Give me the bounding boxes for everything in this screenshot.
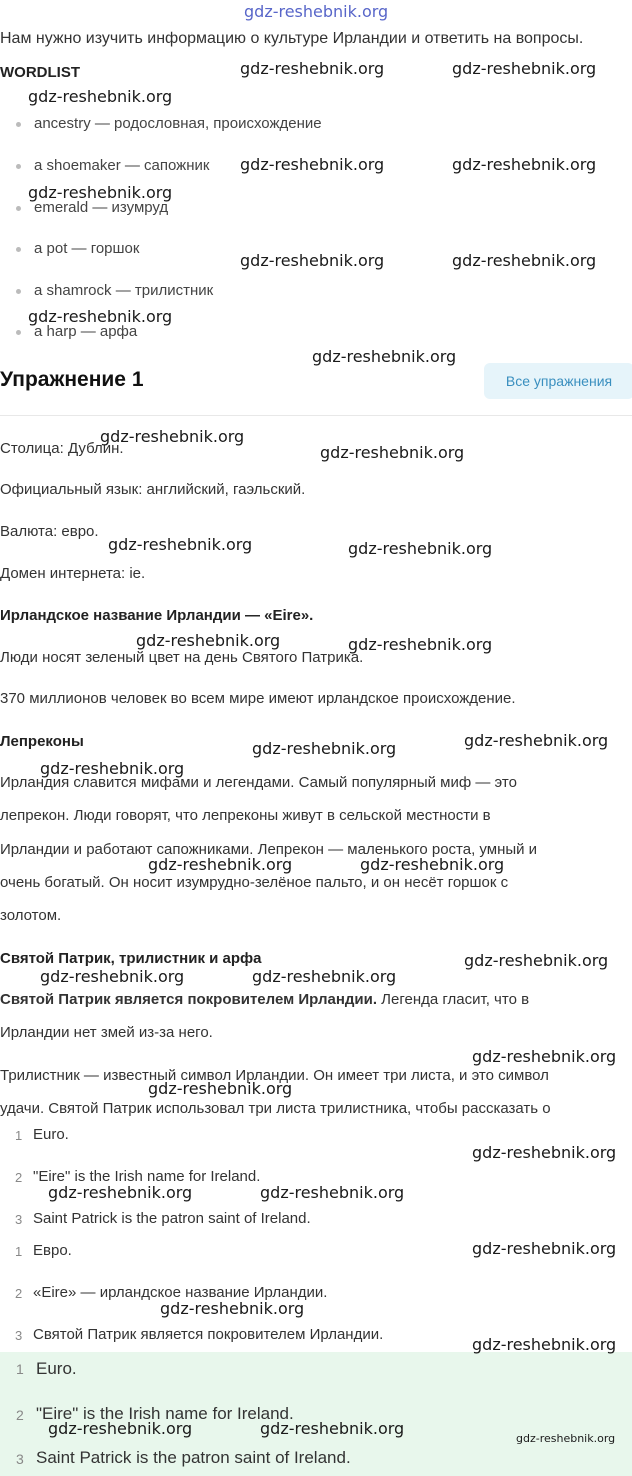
watermark: gdz-reshebnik.org bbox=[28, 87, 173, 106]
watermark-top: gdz-reshebnik.org bbox=[244, 2, 389, 21]
watermark: gdz-reshebnik.org bbox=[464, 731, 609, 750]
watermark: gdz-reshebnik.org bbox=[108, 535, 253, 554]
watermark: gdz-reshebnik.org bbox=[148, 855, 293, 874]
leprechauns-line: Ирландии и работают сапожниками. Лепрекон — маленького роста, умный и bbox=[0, 841, 538, 858]
leprechauns-line: Ирландия славится мифами и легендами. Самый популярный миф — это bbox=[0, 774, 517, 791]
answer-number: 2 bbox=[16, 1407, 24, 1423]
fact-line: Столица: Дублин. bbox=[0, 440, 124, 457]
all-exercises-button[interactable]: Все упражнения bbox=[484, 363, 632, 399]
ancestry-stat-text: 370 миллионов человек во всем мире имеют ирландское происхождение. bbox=[0, 690, 516, 707]
wordlist-item: a pot — горшок bbox=[16, 240, 139, 257]
watermark: gdz-reshebnik.org bbox=[360, 855, 505, 874]
watermark: gdz-reshebnik.org bbox=[452, 59, 597, 78]
answer-number: 2 bbox=[15, 1170, 23, 1185]
bullet-icon bbox=[16, 330, 21, 335]
watermark: gdz-reshebnik.org bbox=[40, 967, 185, 986]
watermark: gdz-reshebnik.org bbox=[452, 251, 597, 270]
fact-line: Официальный язык: английский, гаэльский. bbox=[0, 481, 306, 498]
watermark: gdz-reshebnik.org bbox=[260, 1419, 405, 1438]
answer-text: Евро. bbox=[33, 1242, 72, 1259]
watermark: gdz-reshebnik.org bbox=[252, 739, 397, 758]
bullet-icon bbox=[16, 289, 21, 294]
watermark: gdz-reshebnik.org bbox=[160, 1299, 305, 1318]
leprechauns-line: очень богатый. Он носит изумрудно-зелёное пальто, и он несёт горшок с bbox=[0, 874, 509, 891]
answer-number: 3 bbox=[16, 1451, 24, 1467]
answer-text: «Eire» — ирландское название Ирландии. bbox=[33, 1284, 328, 1301]
answer-number: 1 bbox=[15, 1128, 23, 1143]
shamrock-line: Трилистник — известный символ Ирландии. Он имеет три листа, и это символ bbox=[0, 1067, 549, 1084]
watermark: gdz-reshebnik.org bbox=[464, 951, 609, 970]
watermark: gdz-reshebnik.org bbox=[148, 1079, 293, 1098]
watermark: gdz-reshebnik.org bbox=[348, 635, 493, 654]
divider bbox=[0, 415, 632, 416]
watermark: gdz-reshebnik.org bbox=[48, 1183, 193, 1202]
watermark: gdz-reshebnik.org bbox=[136, 631, 281, 650]
wordlist-item: emerald — изумруд bbox=[16, 199, 168, 216]
answer-text: Euro. bbox=[36, 1359, 77, 1378]
bullet-icon bbox=[16, 164, 21, 169]
leprechauns-line: золотом. bbox=[0, 907, 62, 924]
watermark: gdz-reshebnik.org bbox=[516, 1432, 616, 1445]
wordlist-item: a shamrock — трилистник bbox=[16, 282, 213, 299]
answer-number: 1 bbox=[16, 1361, 24, 1377]
watermark: gdz-reshebnik.org bbox=[472, 1239, 617, 1258]
bullet-icon bbox=[16, 122, 21, 127]
wordlist-title: WORDLIST bbox=[0, 64, 80, 81]
watermark: gdz-reshebnik.org bbox=[240, 251, 385, 270]
patrick-line: Святой Патрик является покровителем Ирландии. Легенда гласит, что в bbox=[0, 991, 530, 1008]
watermark: gdz-reshebnik.org bbox=[320, 443, 465, 462]
watermark: gdz-reshebnik.org bbox=[348, 539, 493, 558]
bullet-icon bbox=[16, 247, 21, 252]
answer-text: Святой Патрик является покровителем Ирландии. bbox=[33, 1326, 384, 1343]
answer-text: Saint Patrick is the patron saint of Ireland. bbox=[36, 1448, 351, 1467]
answer-text: Saint Patrick is the patron saint of Ireland. bbox=[33, 1210, 311, 1227]
watermark: gdz-reshebnik.org bbox=[48, 1419, 193, 1438]
green-day-text: Люди носят зеленый цвет на день Святого Патрика. bbox=[0, 649, 364, 666]
answer-number: 2 bbox=[15, 1286, 23, 1301]
answer-number: 3 bbox=[15, 1328, 23, 1343]
watermark: gdz-reshebnik.org bbox=[28, 183, 173, 202]
watermark: gdz-reshebnik.org bbox=[472, 1335, 617, 1354]
answer-text: "Eire" is the Irish name for Ireland. bbox=[33, 1168, 261, 1185]
watermark: gdz-reshebnik.org bbox=[252, 967, 397, 986]
watermark: gdz-reshebnik.org bbox=[260, 1183, 405, 1202]
exercise-title: Упражнение 1 bbox=[0, 368, 144, 391]
watermark: gdz-reshebnik.org bbox=[240, 59, 385, 78]
watermark: gdz-reshebnik.org bbox=[100, 427, 245, 446]
shamrock-line: удачи. Святой Патрик использовал три листа трилистника, чтобы рассказать о bbox=[0, 1100, 551, 1117]
answer-number: 1 bbox=[15, 1244, 23, 1259]
patrick-line: Ирландии нет змей из-за него. bbox=[0, 1024, 213, 1041]
watermark: gdz-reshebnik.org bbox=[240, 155, 385, 174]
watermark: gdz-reshebnik.org bbox=[472, 1143, 617, 1162]
fact-line: Домен интернета: ie. bbox=[0, 565, 146, 582]
patrick-bold-text: Святой Патрик является покровителем Ирландии. bbox=[0, 991, 378, 1008]
wordlist-item: a shoemaker — сапожник bbox=[16, 157, 209, 174]
watermark: gdz-reshebnik.org bbox=[28, 307, 173, 326]
irish-name-heading: Ирландское название Ирландии — «Eire». bbox=[0, 607, 314, 624]
bullet-icon bbox=[16, 206, 21, 211]
watermark: gdz-reshebnik.org bbox=[472, 1047, 617, 1066]
watermark: gdz-reshebnik.org bbox=[40, 759, 185, 778]
answer-text: "Eire" is the Irish name for Ireland. bbox=[36, 1404, 294, 1423]
watermark: gdz-reshebnik.org bbox=[452, 155, 597, 174]
wordlist-item: a harp — арфа bbox=[16, 323, 137, 340]
leprechauns-line: лепрекон. Люди говорят, что лепреконы живут в сельской местности в bbox=[0, 807, 491, 824]
answers-panel-highlighted bbox=[0, 1352, 632, 1476]
answer-number: 3 bbox=[15, 1212, 23, 1227]
watermark: gdz-reshebnik.org bbox=[312, 347, 457, 366]
wordlist-item: ancestry — родословная, происхождение bbox=[16, 115, 322, 132]
patrick-heading: Святой Патрик, трилистник и арфа bbox=[0, 950, 262, 967]
answer-text: Euro. bbox=[33, 1126, 69, 1143]
fact-line: Валюта: евро. bbox=[0, 523, 99, 540]
intro-text: Нам нужно изучить информацию о культуре Ирландии и ответить на вопросы. bbox=[0, 30, 584, 47]
leprechauns-heading: Лепреконы bbox=[0, 733, 84, 750]
